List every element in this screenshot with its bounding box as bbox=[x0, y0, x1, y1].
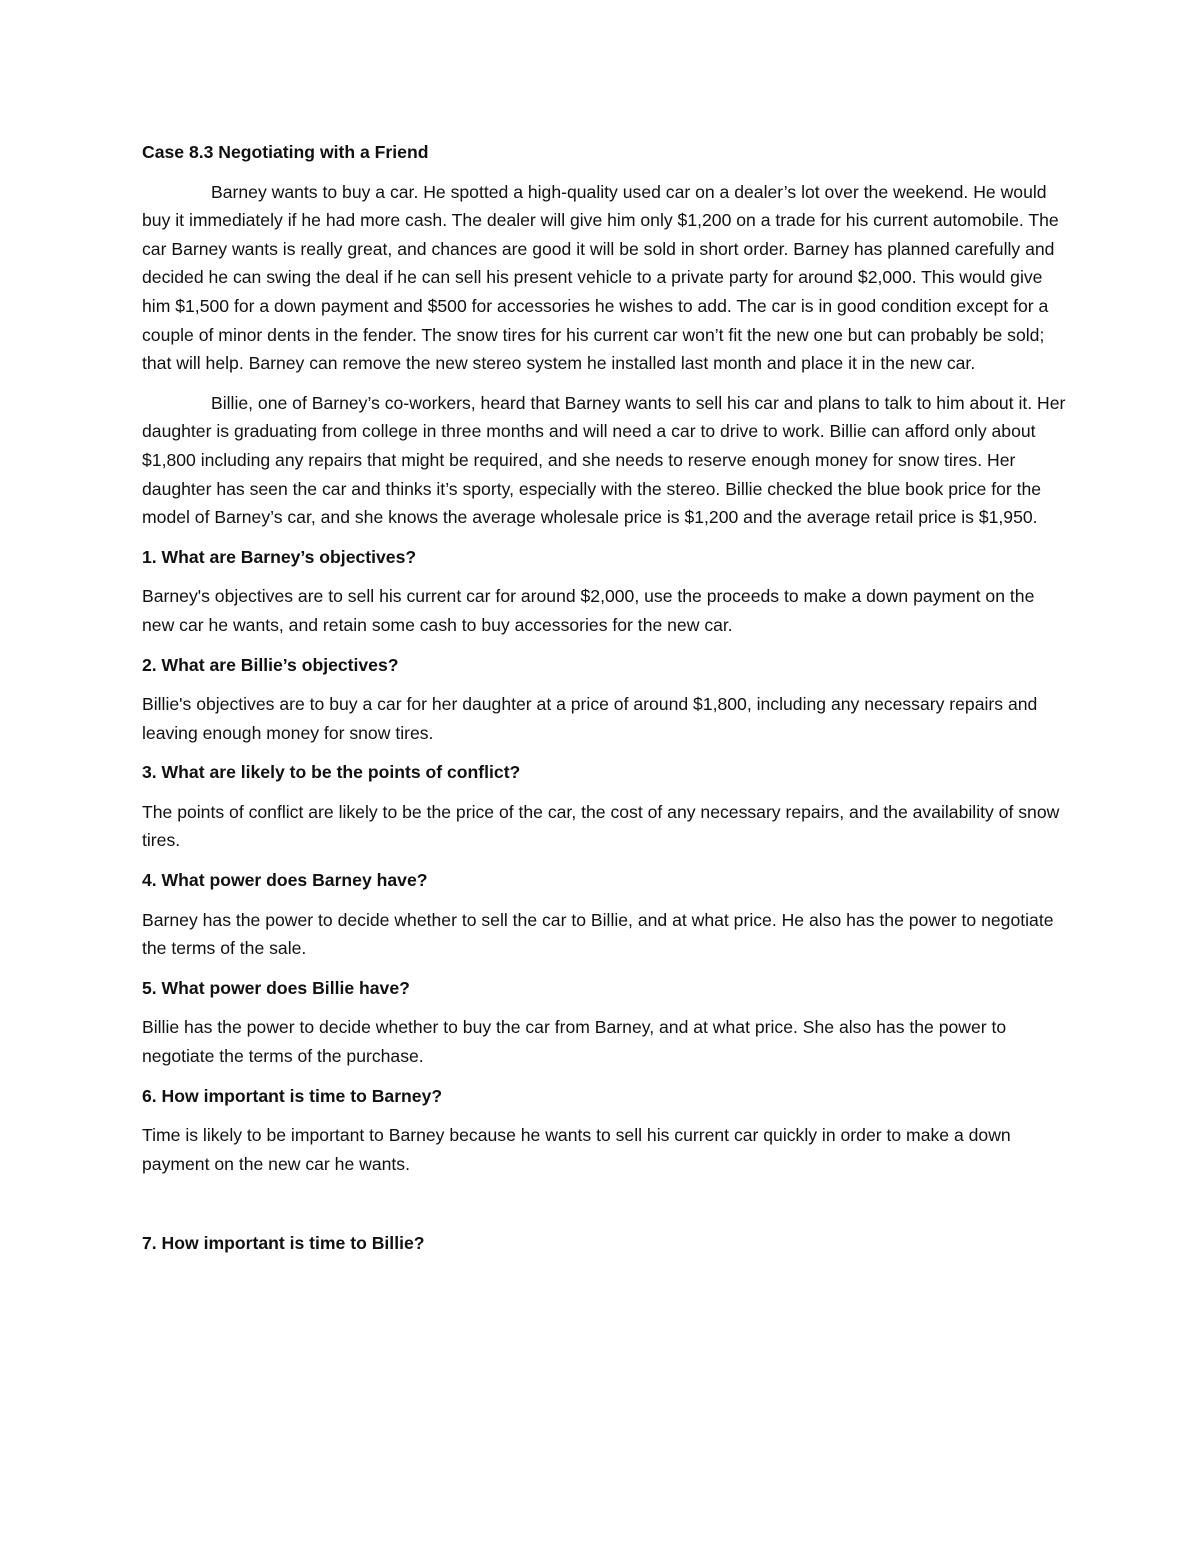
question-4: 4. What power does Barney have? bbox=[142, 870, 428, 891]
answer-2: Billie's objectives are to buy a car for her daughter at a price of around $1,800, including any necessary repairs and leaving enough money for snow tires. bbox=[142, 694, 1038, 743]
answer-3: The points of conflict are likely to be the price of the car, the cost of any necessary repairs, and the availability of snow tires. bbox=[142, 801, 1060, 851]
question-7: 7. How important is time to Billie? bbox=[142, 1233, 425, 1254]
answer-6: Time is likely to be important to Barney because he wants to sell his current car quickly in order to make a down payment on the new car he wants. bbox=[142, 1125, 1011, 1174]
blank-space bbox=[142, 1189, 1067, 1229]
case-paragraph-barney: Barney wants to buy a car. He spotted a high-quality used car on a dealer’s lot over the weekend. He would buy it immediately if he had more cash. The dealer will give him only $1,200 on a trade for his current automobile. The car Barney wants is really great, and chances are good it will be sold in short order. Barney has planned carefully and decided he can swing the deal if he can sell his present vehicle to a private party for around $2,000. This would give him $1,500 for a down payment and $500 for accessories he wishes to add. The car is in good condition except for a couple of minor dents in the fender. The snow tires for his current car won’t fit the new one but can probably be sold; that will help. Barney can remove the new stereo system he installed last month and place it in the new car. bbox=[142, 181, 1059, 374]
question-3: 3. What are likely to be the points of conflict? bbox=[142, 762, 521, 783]
document-page bbox=[142, 138, 1067, 1269]
question-5: 5. What power does Billie have? bbox=[142, 977, 410, 998]
question-6: 6. How important is time to Barney? bbox=[142, 1085, 443, 1106]
question-1: 1. What are Barney’s objectives? bbox=[142, 546, 417, 567]
answer-4: Barney has the power to decide whether to sell the car to Billie, and at what price. He also has the power to negotiate the terms of the sale. bbox=[142, 909, 1054, 959]
case-paragraph-billie: Billie, one of Barney’s co-workers, heard that Barney wants to sell his car and plans to talk to him about it. Her daughter is graduating from college in three months and will need a car to drive to work. Billie can afford only about $1,800 including any repairs that might be required, and she needs to reserve enough money for snow tires. Her daughter has seen the car and thinks it’s sporty, especially with the stereo. Billie checked the blue book price for the model of Barney’s car, and she knows the average wholesale price is $1,200 and the average retail price is $1,950. bbox=[142, 392, 1066, 528]
question-2: 2. What are Billie’s objectives? bbox=[142, 654, 399, 675]
answer-1: Barney's objectives are to sell his current car for around $2,000, use the proceeds to make a down payment on the new car he wants, and retain some cash to buy accessories for the new car. bbox=[142, 586, 1035, 635]
document-title: Case 8.3 Negotiating with a Friend bbox=[142, 142, 429, 162]
answer-5: Billie has the power to decide whether to buy the car from Barney, and at what price. She also has the power to negotiate the terms of the purchase. bbox=[142, 1017, 1007, 1067]
